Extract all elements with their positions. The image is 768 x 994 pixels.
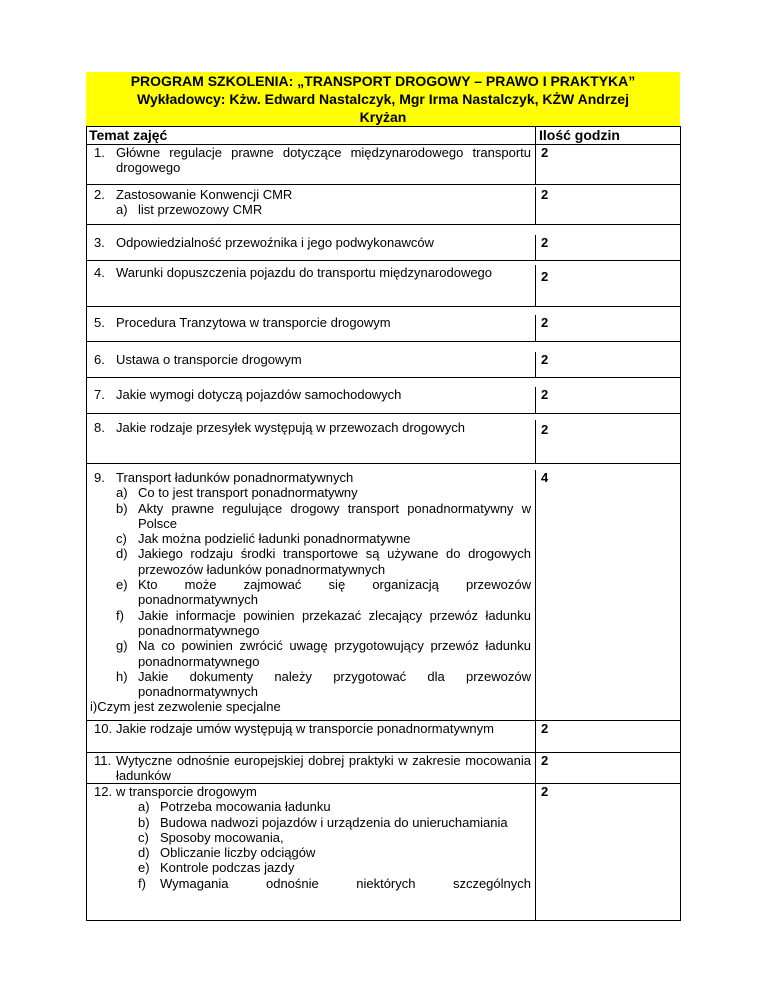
program-header: [86, 72, 680, 126]
sub-label: b): [116, 500, 128, 516]
sub-item: Jak można podzielić ładunki ponadnormatywne: [138, 531, 411, 547]
row-hours: 2: [535, 265, 680, 306]
row-number: 2.: [94, 187, 105, 202]
row-title: Jakie wymogi dotyczą pojazdów samochodowych: [116, 387, 402, 402]
row-number: 8.: [94, 420, 105, 435]
sub-label: h): [116, 668, 128, 684]
table-row: [86, 413, 680, 463]
row-hours: 2: [535, 315, 680, 341]
table-row: [86, 341, 680, 377]
sub-item: Obliczanie liczby odciągów: [160, 845, 316, 861]
table-row: [86, 783, 680, 920]
sub-label: e): [116, 577, 128, 593]
table-row: [86, 720, 680, 752]
row-hours: 2: [535, 235, 680, 260]
program-title: PROGRAM SZKOLENIA: „TRANSPORT DROGOWY – PRAWO I PRAKTYKA”: [130, 73, 636, 89]
sub-label: e): [138, 860, 150, 876]
row-title: Ustawa o transporcie drogowym: [116, 352, 302, 367]
table-row: [86, 184, 680, 224]
row-number: 11.: [94, 753, 112, 768]
row-number: 7.: [94, 387, 105, 402]
sub-item: Sposoby mocowania,: [160, 829, 284, 845]
table-row: [86, 260, 680, 306]
row-hours: 2: [535, 721, 680, 752]
row-hours: 2: [535, 784, 680, 920]
table-header-row: [86, 126, 680, 144]
row-hours: 2: [535, 387, 680, 413]
lecturers-line: Wykładowcy: Kżw. Edward Nastalczyk, Mgr Irma Nastalczyk, KŻW Andrzej: [137, 91, 629, 107]
sub-label: f): [116, 607, 124, 623]
sub-item: Jakie informacje powinien przekazać zlecający przewóz ładunku ponadnormatywnego: [138, 607, 531, 638]
sub-label: a): [138, 799, 150, 815]
sub-label: c): [138, 829, 149, 845]
row-hours: 4: [535, 470, 680, 720]
sub-item: Na co powinien zwrócić uwagę przygotowujący przewóz ładunku ponadnormatywnego: [138, 638, 531, 669]
sub-item-extra: i)Czym jest zezwolenie specjalne: [90, 699, 281, 715]
row-number: 6.: [94, 352, 105, 367]
row-title: Procedura Tranzytowa w transporcie drogowym: [116, 315, 391, 330]
row-hours: 2: [535, 145, 680, 184]
row-title: Odpowiedzialność przewoźnika i jego podwykonawców: [116, 235, 434, 250]
row-hours: 2: [535, 187, 680, 224]
sub-item: Jakiego rodzaju środki transportowe są używane do drogowych przewozów ładunków ponadnormatywnych: [138, 546, 531, 577]
table-row: [86, 377, 680, 413]
table-row: [86, 463, 680, 720]
row-number: 10.: [94, 721, 113, 736]
row-title: Warunki dopuszczenia pojazdu do transportu międzynarodowego: [116, 265, 493, 280]
sub-item: Budowa nadwozi pojazdów i urządzenia do unieruchamiania: [160, 814, 508, 830]
row-title: Zastosowanie Konwencji CMR: [116, 187, 293, 202]
lecturers-line-cont: Kryżan: [359, 109, 407, 125]
row-title: Jakie rodzaje przesyłek występują w przewozach drogowych: [116, 420, 465, 435]
table-row: [86, 144, 680, 184]
col-hours-header: Ilość godzin: [535, 127, 680, 144]
sub-item: Kto może zajmować się organizacją przewozów ponadnormatywnych: [138, 577, 531, 608]
program-table: [86, 126, 681, 921]
table-row: [86, 752, 680, 783]
sub-label: d): [116, 546, 128, 562]
sub-item: list przewozowy CMR: [138, 202, 263, 218]
row-title: Jakie rodzaje umów występują w transporcie ponadnormatywnym: [116, 721, 494, 736]
sub-label: c): [116, 531, 127, 547]
row-number: 9.: [94, 470, 105, 485]
sub-label: b): [138, 814, 150, 830]
table-row: [86, 306, 680, 341]
sub-item: Kontrole podczas jazdy: [160, 860, 295, 876]
sub-item: Jakie dokumenty należy przygotować dla przewozów ponadnormatywnych: [138, 668, 531, 700]
sub-item: Co to jest transport ponadnormatywny: [138, 485, 358, 501]
row-hours: 2: [535, 753, 680, 783]
row-number: 4.: [94, 265, 105, 280]
row-number: 5.: [94, 315, 105, 330]
sub-label: a): [116, 202, 128, 218]
row-number: 3.: [94, 235, 105, 250]
sub-label: f): [138, 875, 146, 891]
row-title: w transporcie drogowym: [116, 784, 257, 799]
row-title: Główne regulacje prawne dotyczące międzynarodowego transportu drogowego: [116, 145, 531, 176]
row-title: Wytyczne odnośnie europejskiej dobrej praktyki w zakresie mocowania ładunków: [116, 753, 531, 784]
row-hours: 2: [535, 352, 680, 377]
row-number: 12.: [94, 784, 113, 799]
row-hours: 2: [535, 420, 680, 463]
sub-label: d): [138, 845, 150, 861]
table-row: [86, 224, 680, 260]
row-title: Transport ładunków ponadnormatywnych: [116, 470, 354, 485]
sub-label: a): [116, 485, 128, 501]
sub-item: Akty prawne regulujące drogowy transport ponadnormatywny w Polsce: [138, 500, 531, 531]
sub-label: g): [116, 638, 128, 654]
row-number: 1.: [94, 145, 105, 160]
col-topic-header: Temat zajęć: [89, 127, 168, 143]
sub-item: Wymagania odnośnie niektórych szczególnych: [160, 875, 531, 891]
sub-item: Potrzeba mocowania ładunku: [160, 799, 331, 815]
